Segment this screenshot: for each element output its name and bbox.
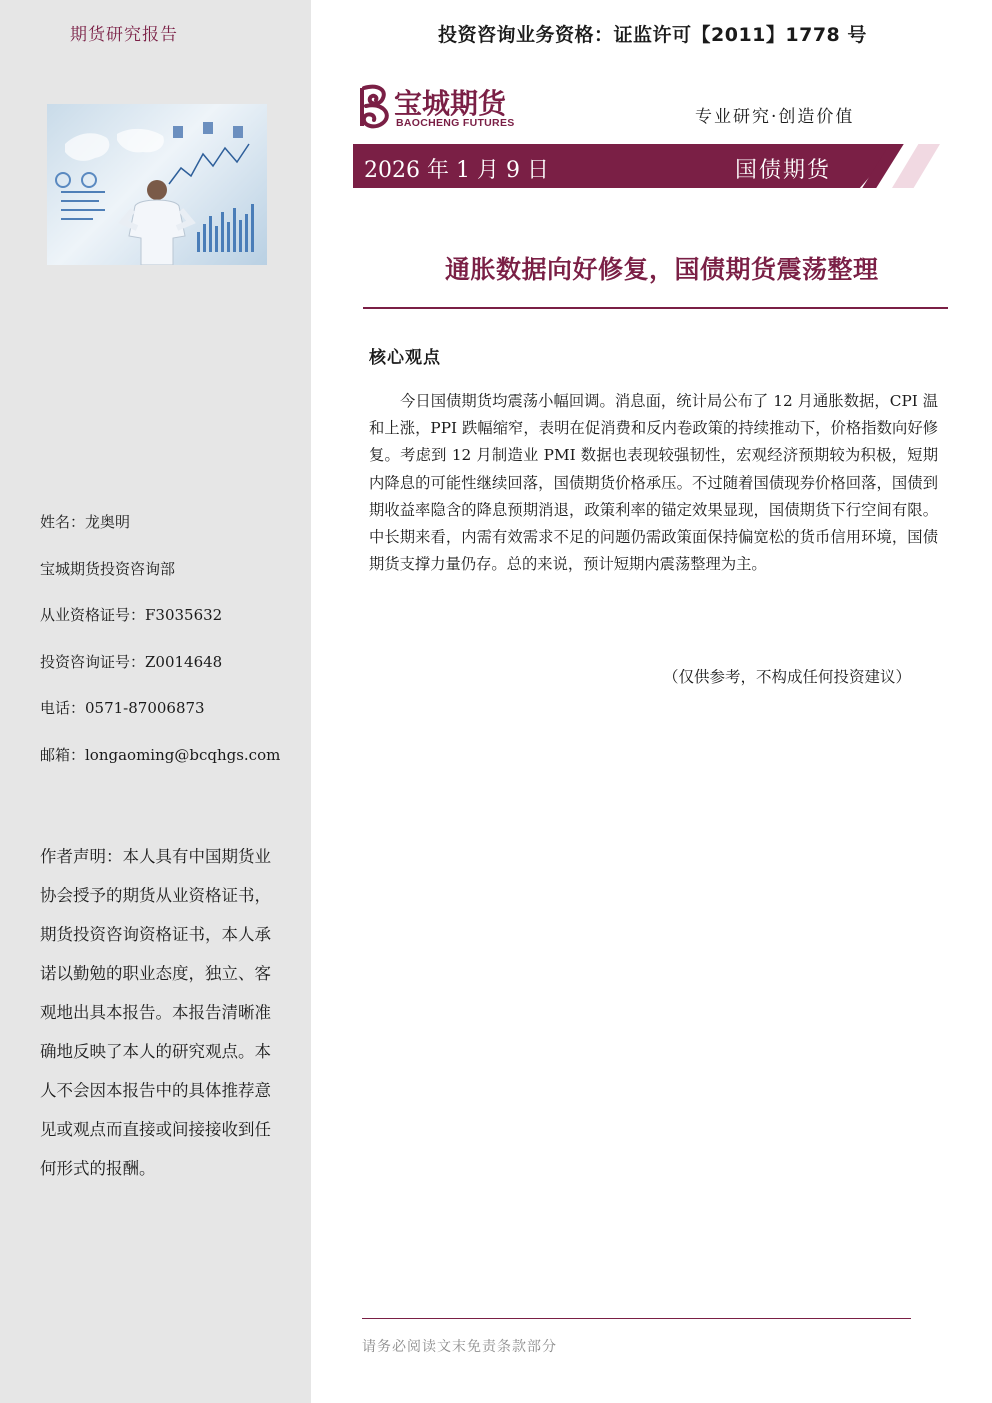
report-category: 国债期货 (735, 158, 832, 183)
advice-note: （仅供参考，不构成任何投资建议） (663, 668, 912, 686)
report-body: 今日国债期货均震荡小幅回调。消息面，统计局公布了 12 月通胀数据，CPI 温和上涨，PPI 跌幅缩窄，表明在促消费和反内卷政策的持续推动下，价格指数向好修复。考虑到 12 月制造业 PMI 数据也表现较强韧性，宏观经济预期较为积极，短期内降息的可能性继续回落，国债期货价格承压。不过随着国债现券价格回落，国债到期收益率隐含的降息预期消退，政策利率的锚定效果显现，国债期货下行空间有限。中长期来看，内需有效需求不足的问题仍需政策面保持偏宽松的货币信用环境，国债期货支撑力量仍存。总的来说，预计短期内震荡整理为主。 (369, 392, 938, 574)
footer-divider (362, 1318, 911, 1319)
author-name: 姓名：龙奥明 (40, 513, 131, 531)
author-email[interactable]: 邮箱：longaoming@bcqhgs.com (40, 745, 281, 764)
company-logo (356, 82, 526, 132)
slogan: 专业研究·创造价值 (695, 107, 855, 127)
license-line: 投资咨询业务资格：证监许可【2011】1778 号 (438, 24, 867, 46)
sidebar (0, 0, 311, 1403)
logo-chinese-name: 宝城期货 (394, 87, 507, 120)
logo-mark-icon (356, 84, 392, 130)
qualification-number: 从业资格证号：F3035632 (40, 606, 223, 625)
author-disclaimer: 作者声明：本人具有中国期货业协会授予的期货从业资格证书，期货投资咨询资格证书，本人承诺以勤勉的职业态度，独立、客观地出具本报告。本报告清晰准确地反映了本人的研究观点。本人不会因本报告中的具体推荐意见或观点而直接或间接接收到任何形式的报酬。 (40, 847, 271, 1178)
footer-disclaimer: 请务必阅读文末免责条款部分 (362, 1339, 557, 1355)
author-department: 宝城期货投资咨询部 (40, 559, 176, 578)
cover-photo (47, 104, 267, 265)
report-type-label: 期货研究报告 (70, 25, 178, 45)
author-info (40, 510, 280, 790)
report-date: 2026 年 1 月 9 日 (364, 158, 549, 183)
advisory-number: 投资咨询证号：Z0014648 (40, 652, 223, 671)
logo-english-name: BAOCHENG FUTURES (396, 117, 515, 129)
author-phone: 电话：0571-87006873 (40, 699, 205, 718)
title-divider (363, 307, 948, 309)
section-heading: 核心观点 (369, 348, 441, 368)
report-title: 通胀数据向好修复，国债期货震荡整理 (445, 255, 879, 284)
